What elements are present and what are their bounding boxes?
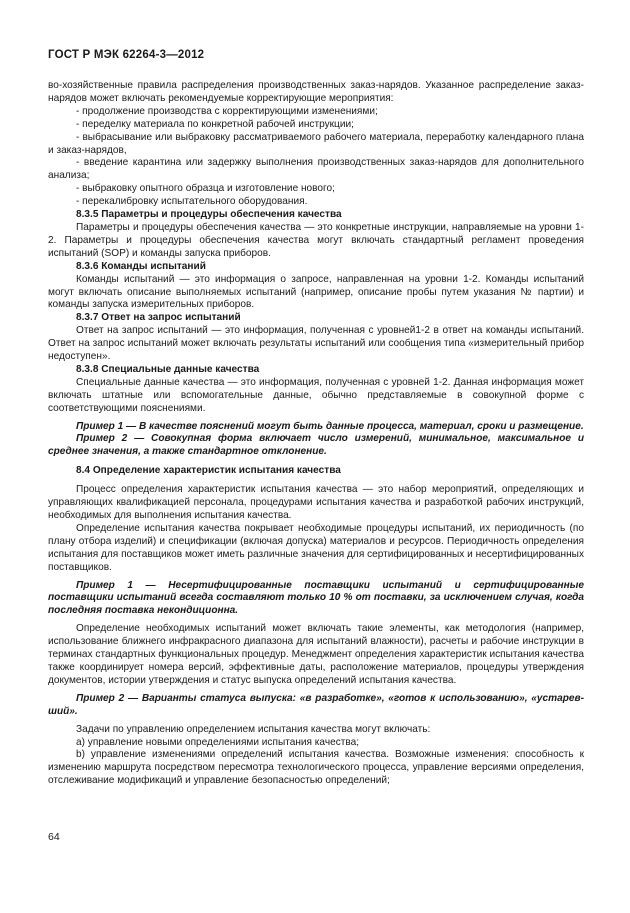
- list-item: - переделку материала по конкретной рабочей инструкции;: [76, 118, 354, 130]
- example-2: Пример 2 — Совокупная форма включает число измерений, минимальное, максимальное и среднее значения, а также стандартное отклонение.: [48, 433, 584, 458]
- section-heading-8-3-7: 8.3.7 Ответ на запрос испытаний: [76, 312, 241, 324]
- section-heading-8-3-5: 8.3.5 Параметры и процедуры обеспечения качества: [76, 209, 342, 221]
- list-item: - введение карантина или задержку выполнения производственных заказ-нарядов для дополнительного анализа;: [48, 157, 584, 182]
- document-header: ГОСТ Р МЭК 62264-3—2012: [48, 49, 205, 61]
- paragraph: Ответ на запрос испытаний — это информация, полученная с уровней1-2 в ответ на команды испытаний. Ответ на запрос испытаний может включать результаты испытаний или сообщения типа «измерительный прибор недоступен».: [48, 325, 584, 363]
- paragraph-continuation: во-хозяйственные правила распределения производственных заказ-нарядов. Указанное распределение заказ-нарядов может включать рекомендуемые корректирующие мероприятия:: [48, 80, 584, 104]
- list-item-a: а) управление новыми определениями испытания качества;: [76, 736, 360, 748]
- list-item: - перекалибровку испытательного оборудования.: [76, 196, 308, 208]
- section-heading-8-3-8: 8.3.8 Специальные данные качества: [76, 363, 260, 375]
- paragraph: Процесс определения характеристик испытания качества — это набор мероприятий, определяющих и управляющих квалификацией персонала, процедурами испытания качества и разработкой рабочих инструкций, необходимых для выполнения испытания качества.: [48, 484, 584, 521]
- page-content: [48, 80, 584, 788]
- section-heading-8-3-6: 8.3.6 Команды испытаний: [76, 260, 206, 272]
- paragraph: Команды испытаний — это информация о запросе, направленная на уровни 1-2. Команды испытаний могут включать описание выполняемых испытаний (например, описание пробы путем указания № партии) и команды запуска измерительных приборов.: [48, 273, 584, 311]
- page-number: 64: [48, 831, 60, 843]
- paragraph: Задачи по управлению определением испытания качества могут включать:: [76, 723, 431, 735]
- paragraph: Определение испытания качества покрывает необходимые процедуры испытаний, их периодичность (по плану отбора изделий) и спецификации (включая допуска) материалов и ресурсов. Периодичность определения испытания для поставщиков может иметь различные значения для сертифицированных и несертифицированных поставщиков.: [48, 522, 584, 573]
- paragraph: Параметры и процедуры обеспечения качества — это конкретные инструкции, направляемые на уровни 1-2. Параметры и процедуры обеспечения качества могут включать стандартный регламент проведения испытаний (SOP) и команды запуска приборов.: [48, 221, 584, 259]
- section-heading-8-4: 8.4 Определение характеристик испытания качества: [76, 465, 341, 477]
- example-1: Пример 1 — В качестве пояснений могут быть данные процесса, материал, сроки и размещение.: [76, 420, 584, 432]
- example-2: Пример 2 — Варианты статуса выпуска: «в разработке», «готов к использованию», «устаревший».: [48, 692, 584, 717]
- example-1: Пример 1 — Несертифицированные поставщики испытаний и сертифицированные поставщики испытаний всегда составляют только 10 % от поставки, за исключением случая, когда последняя поставка некондиционна.: [48, 579, 584, 617]
- list-item: - выбраковку опытного образца и изготовление нового;: [76, 183, 335, 195]
- list-item: - продолжение производства с корректирующими изменениями;: [76, 105, 378, 117]
- list-item-b: b) управление изменениями определений испытания качества. Возможные изменения: способность к изменению маршрута посредством пересмотра технологического процесса, управление версиями определения, отслеживание модификаций и управление безопасностью определений;: [48, 749, 584, 787]
- paragraph: Определение необходимых испытаний может включать такие элементы, как методология (например, использование ближнего инфракрасного диапазона для испытаний влажности), расчеты и рабочие инструкции в терминах стандартных функциональных процедур. Менеджмент определения характеристик испытания качества также координирует номера версий, эффективные даты, расположение материалов, процедуры утверждения документов, истории утверждения и статус выпуска определений испытания качества.: [48, 623, 584, 686]
- paragraph: Специальные данные качества — это информация, полученная с уровней 1-2. Данная информация может включать штатные или вспомогательные данные, обычно представляемые в совокупной форме с соответствующими пояснениями.: [48, 376, 584, 414]
- list-item: - выбрасывание или выбраковку рассматриваемого рабочего материала, переработку календарного плана и заказ-нарядов,: [48, 131, 584, 156]
